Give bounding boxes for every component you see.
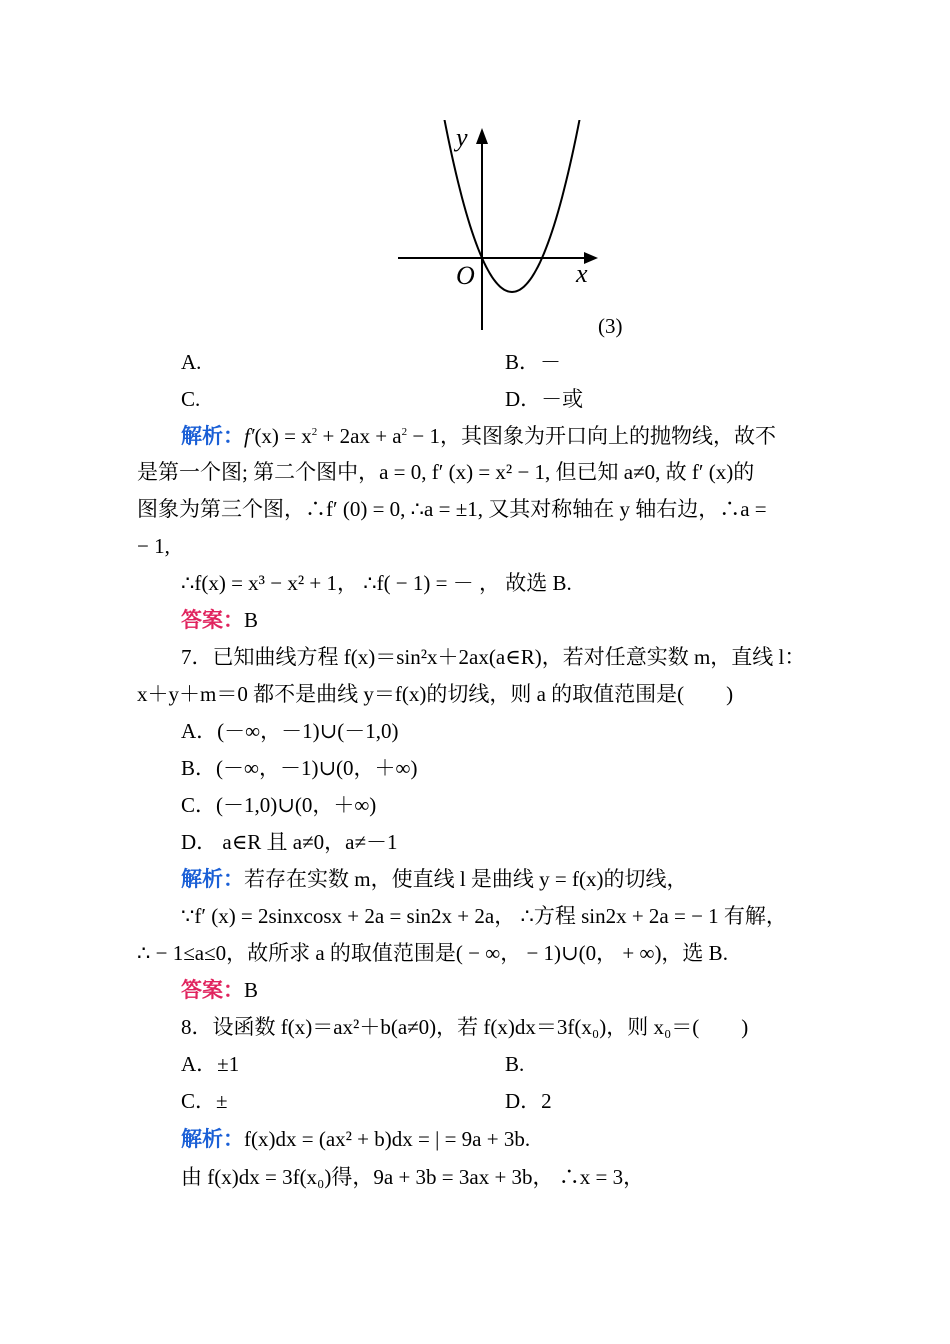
- parabola-figure: [390, 120, 640, 345]
- origin-label: O: [456, 261, 475, 290]
- q8-stem: 8．设函数 f(x)＝ax²＋b(a≠0)，若 f(x)dx＝3f(x₀)，则 x₀＝( ): [181, 1015, 749, 1039]
- q6-answer: [181, 607, 258, 633]
- q6-option-c: C.: [181, 387, 201, 411]
- figure-caption: (3): [598, 314, 623, 338]
- q8-solution-label: 解析：: [181, 1127, 244, 1151]
- q8-option-d: D．2: [505, 1089, 552, 1113]
- q7-answer: [181, 977, 258, 1003]
- q7-solution-line-2: ∵f′ (x) = 2sinxcosx + 2a = sin2x + 2a， ∴方程 sin2x + 2a = − 1 有解，: [181, 904, 787, 928]
- q7-answer-value: B: [244, 978, 259, 1002]
- q7-stem-line-1: 7．已知曲线方程 f(x)＝sin²x＋2ax(a∈R)，若对任意实数 m，直线 l：: [181, 645, 806, 669]
- q6-option-a: A.: [181, 350, 202, 374]
- q7-stem-line-2: x＋y＋m＝0 都不是曲线 y＝f(x)的切线，则 a 的取值范围是( ): [137, 682, 734, 706]
- q8-solution-line-1: 解析：f(x)dx = (ax² + b)dx = | = 9a + 3b.: [181, 1127, 531, 1151]
- q6-option-b: B．－: [505, 350, 562, 374]
- q7-solution-line-1: 解析：若存在实数 m，使直线 l 是曲线 y = f(x)的切线，: [181, 867, 688, 891]
- q6-solution-line-1: 解析：$f'(x) = x^2 + 2ax + a^2 - 1$，其图象为开口向上的抛物线，故不: [181, 424, 776, 448]
- q7-answer-label: 答案：: [181, 978, 244, 1002]
- q8-option-c: C．±: [181, 1089, 228, 1113]
- x-axis-label: x: [576, 259, 588, 288]
- q6-option-d: D．－或: [505, 387, 584, 411]
- q7-option-a: A．(－∞，－1)∪(－1,0): [181, 719, 399, 743]
- y-axis-arrow: [476, 128, 488, 144]
- q7-solution-label: 解析：: [181, 867, 244, 891]
- q6-answer-label: 答案：: [181, 608, 244, 632]
- q7-option-d: D． a∈R 且 a≠0，a≠－1: [181, 830, 398, 854]
- q8-option-b: B.: [505, 1052, 525, 1076]
- q6-solution-line-4: − 1,: [137, 534, 170, 558]
- q8-solution-line-2: 由 f(x)dx = 3f(x₀)得，9a + 3b = 3ax + 3b， ∴x = 3，: [181, 1165, 645, 1189]
- q6-solution-line-2: 是第一个图; 第二个图中，a = 0, f′ (x) = x² − 1, 但已知 a≠0, 故 f′ (x)的: [137, 460, 755, 484]
- q6-solution-label: 解析：: [181, 424, 244, 448]
- y-axis-label: y: [456, 123, 468, 152]
- q7-option-c: C．(－1,0)∪(0，＋∞): [181, 793, 377, 817]
- q7-option-b: B．(－∞，－1)∪(0，＋∞): [181, 756, 418, 780]
- q7-solution-line-3: ∴ − 1≤a≤0，故所求 a 的取值范围是( − ∞， − 1)∪(0， + ∞)，选 B.: [137, 941, 728, 965]
- q6-answer-value: B: [244, 608, 259, 632]
- q6-solution-line-3: 图象为第三个图，∴f′ (0) = 0, ∴a = ±1, 又其对称轴在 y 轴右边，∴a =: [137, 497, 767, 521]
- q8-option-a: A．±1: [181, 1052, 240, 1076]
- q6-solution-line-5: ∴f(x) = x³ − x² + 1， ∴f( − 1) = － ， 故选 B.: [181, 571, 572, 595]
